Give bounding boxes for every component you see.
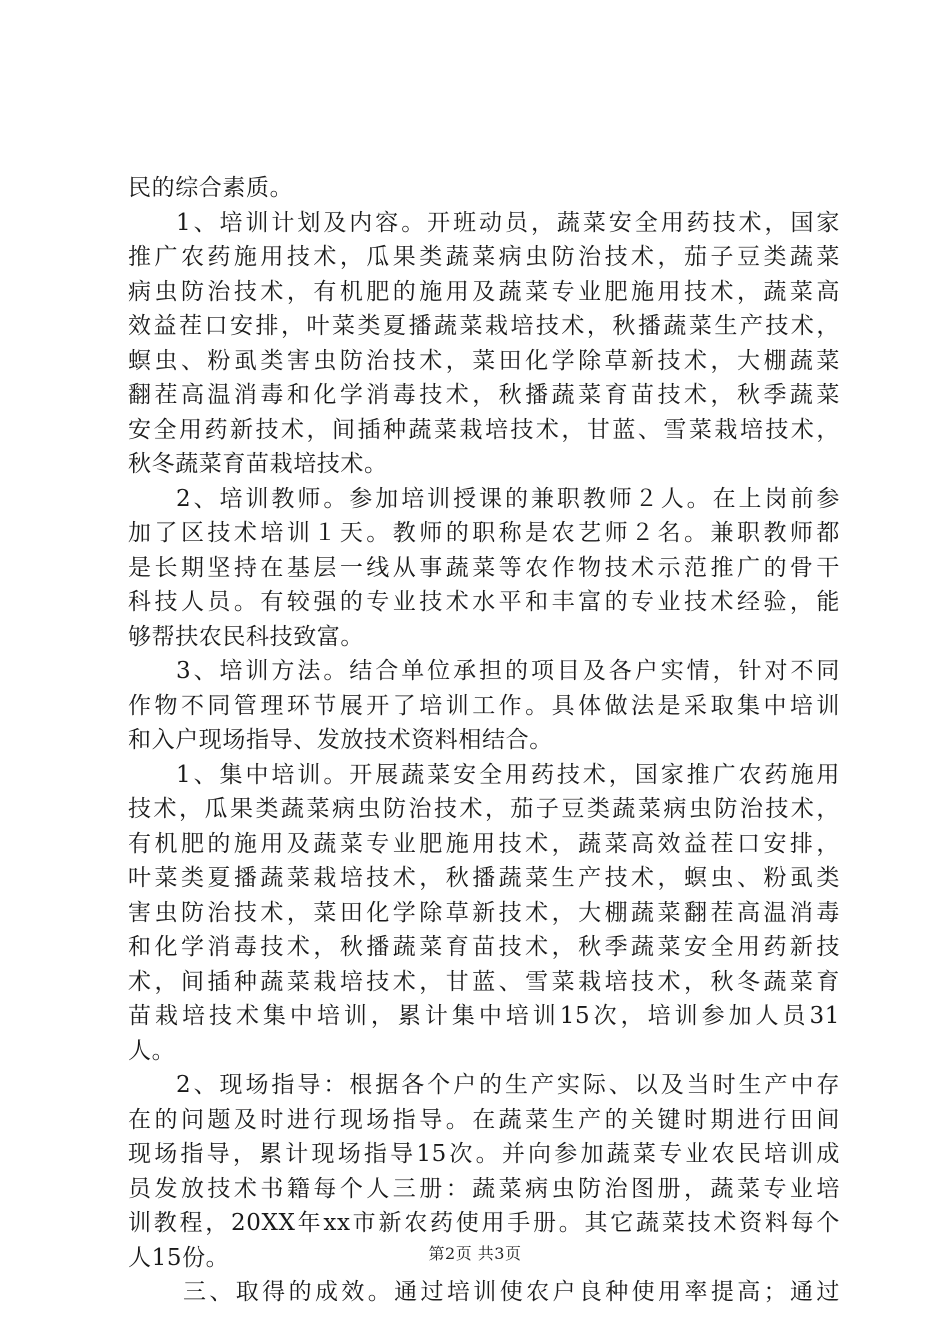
text-line: 病虫防治技术，有机肥的施用及蔬菜专业肥施用技术，蔬菜高 xyxy=(128,278,840,305)
text-line: 2、现场指导：根据各个户的生产实际、以及当时生产中存 xyxy=(176,1072,840,1098)
text-line: 和化学消毒技术，秋播蔬菜育苗技术，秋季蔬菜安全用药新技 xyxy=(128,934,840,960)
text-line: 翻茬高温消毒和化学消毒技术，秋播蔬菜育苗技术，秋季蔬菜 xyxy=(128,382,840,408)
text-line: 叶菜类夏播蔬菜栽培技术，秋播蔬菜生产技术，螟虫、粉虱类 xyxy=(128,865,840,891)
text-line: 三、取得的成效。通过培训使农户良种使用率提高；通过 xyxy=(183,1279,840,1305)
text-line: 技术，瓜果类蔬菜病虫防治技术，茄子豆类蔬菜病虫防治技术， xyxy=(128,796,840,822)
text-line: 是长期坚持在基层一线从事蔬菜等农作物技术示范推广的骨干 xyxy=(128,554,840,581)
text-line: 害虫防治技术，菜田化学除草新技术，大棚蔬菜翻茬高温消毒 xyxy=(128,899,840,926)
text-line: 训教程，20XX年xx市新农药使用手册。其它蔬菜技术资料每个 xyxy=(128,1210,840,1236)
document-body xyxy=(128,171,840,1310)
text-line: 秋冬蔬菜育苗栽培技术。 xyxy=(128,451,388,477)
text-line: 人。 xyxy=(128,1037,176,1064)
page-footer: 第2页 共3页 xyxy=(428,1244,522,1263)
text-line: 推广农药施用技术，瓜果类蔬菜病虫防治技术，茄子豆类蔬菜 xyxy=(128,244,840,270)
text-line: 3、培训方法。结合单位承担的项目及各户实情，针对不同 xyxy=(176,658,840,684)
text-line: 效益茬口安排，叶菜类夏播蔬菜栽培技术，秋播蔬菜生产技术， xyxy=(128,313,840,339)
text-line: 2、培训教师。参加培训授课的兼职教师２人。在上岗前参 xyxy=(176,485,840,512)
text-line: 民的综合素质。 xyxy=(128,175,294,201)
text-line: 够帮扶农民科技致富。 xyxy=(128,623,364,650)
text-line: 有机肥的施用及蔬菜专业肥施用技术，蔬菜高效益茬口安排， xyxy=(128,830,840,857)
text-line: 人15份。 xyxy=(128,1244,230,1271)
text-line: 和入户现场指导、发放技术资料相结合。 xyxy=(128,727,553,753)
text-line: 作物不同管理环节展开了培训工作。具体做法是采取集中培训 xyxy=(128,692,840,719)
text-line: 现场指导，累计现场指导15次。并向参加蔬菜专业农民培训成 xyxy=(128,1141,840,1167)
text-line: 安全用药新技术，间插种蔬菜栽培技术，甘蓝、雪菜栽培技术， xyxy=(128,416,840,443)
text-line: 员发放技术书籍每个人三册：蔬菜病虫防治图册，蔬菜专业培 xyxy=(128,1175,840,1202)
text-line: 在的问题及时进行现场指导。在蔬菜生产的关键时期进行田间 xyxy=(128,1106,840,1133)
text-line: 螟虫、粉虱类害虫防治技术，菜田化学除草新技术，大棚蔬菜 xyxy=(128,347,840,374)
text-line: 1、培训计划及内容。开班动员，蔬菜安全用药技术，国家 xyxy=(176,209,840,236)
text-line: 科技人员。有较强的专业技术水平和丰富的专业技术经验，能 xyxy=(128,589,840,615)
text-line: 加了区技术培训１天。教师的职称是农艺师２名。兼职教师都 xyxy=(128,520,840,546)
text-line: 苗栽培技术集中培训，累计集中培训15次，培训参加人员31 xyxy=(128,1003,840,1029)
text-line: 术，间插种蔬菜栽培技术，甘蓝、雪菜栽培技术，秋冬蔬菜育 xyxy=(128,968,840,995)
text-line: 1、集中培训。开展蔬菜安全用药技术，国家推广农药施用 xyxy=(176,761,840,788)
